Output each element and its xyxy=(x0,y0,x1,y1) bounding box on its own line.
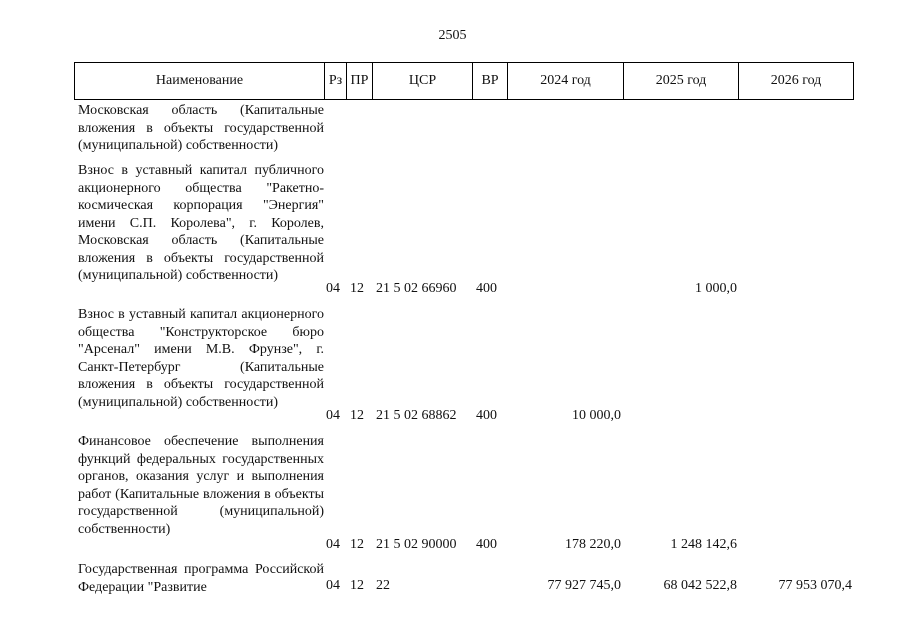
row-2025: 1 000,0 xyxy=(695,281,737,296)
table-row xyxy=(74,561,854,597)
row-name: Взнос в уставный капитал акционерного общества "Конструкторское бюро "Арсенал" имени М.В. Фрунзе", г. Санкт-Петербург (Капитальные вложения в объекты государственной (муниципальной) собственности) xyxy=(78,307,324,410)
row-2024: 10 000,0 xyxy=(572,408,621,423)
row-csr: 21 5 02 90000 xyxy=(376,537,457,552)
row-name: Государственная программа Российской Федерации "Развитие xyxy=(78,562,324,595)
row-rz: 04 xyxy=(326,281,340,296)
row-csr: 21 5 02 66960 xyxy=(376,281,457,296)
column-header-vr: ВР xyxy=(473,63,508,99)
table-header xyxy=(74,62,854,100)
row-pr: 12 xyxy=(350,537,364,552)
page-number: 2505 xyxy=(438,28,467,43)
table-row xyxy=(74,162,854,300)
row-2025: 1 248 142,6 xyxy=(670,537,737,552)
row-pr: 12 xyxy=(350,281,364,296)
row-rz: 04 xyxy=(326,408,340,423)
column-header-2026: 2026 год xyxy=(770,73,822,88)
row-vr: 400 xyxy=(476,281,497,296)
column-header-pr: ПР xyxy=(347,63,373,99)
row-2026: 77 953 070,4 xyxy=(778,578,852,593)
row-rz: 04 xyxy=(326,537,340,552)
column-header-name: Наименование xyxy=(75,63,325,99)
table-row xyxy=(74,306,854,428)
row-csr: 22 xyxy=(376,578,390,593)
row-vr: 400 xyxy=(476,537,497,552)
table-row xyxy=(74,433,854,555)
row-csr: 21 5 02 68862 xyxy=(376,408,457,423)
row-2025: 68 042 522,8 xyxy=(663,578,737,593)
column-header-csr: ЦСР xyxy=(373,63,473,99)
row-name: Финансовое обеспечение выполнения функций федеральных государственных органов, оказания услуг и выполнения работ (Капитальные вложения в объекты государственной (муниципальной) собственности) xyxy=(78,434,324,537)
column-header-2025: 2025 год xyxy=(624,63,739,99)
row-pr: 12 xyxy=(350,578,364,593)
row-2024: 178 220,0 xyxy=(565,537,621,552)
row-name: Московская область (Капитальные вложения в объекты государственной (муниципальной) собственности) xyxy=(78,103,324,153)
column-header-rz: Рз xyxy=(325,63,347,99)
table-row xyxy=(74,102,854,156)
row-vr: 400 xyxy=(476,408,497,423)
row-name: Взнос в уставный капитал публичного акционерного общества "Ракетно-космическая корпорация "Энергия" имени С.П. Королева", г. Королев, Московская область (Капитальные вложения в объекты государственной (муниципальной) собственности) xyxy=(78,163,324,283)
row-rz: 04 xyxy=(326,578,340,593)
column-header-2024: 2024 год xyxy=(508,63,624,99)
row-pr: 12 xyxy=(350,408,364,423)
row-2024: 77 927 745,0 xyxy=(547,578,621,593)
